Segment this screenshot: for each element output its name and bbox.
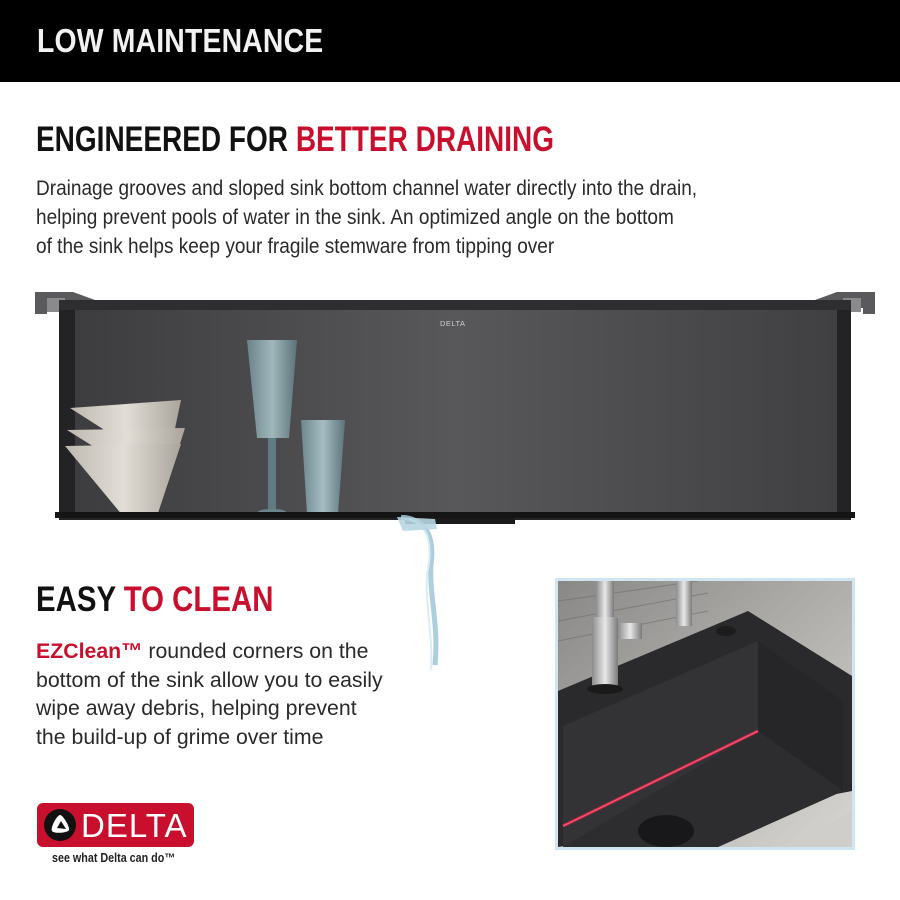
top-banner — [0, 0, 900, 82]
drain-heading — [36, 120, 554, 160]
clean-description — [36, 637, 383, 751]
ezclean-brand: EZClean™ — [36, 639, 143, 663]
delta-tagline: see what Delta can do™ — [52, 851, 176, 865]
drain-heading-red: BETTER DRAINING — [295, 120, 555, 159]
drain-line-1: Drainage grooves and sloped sink bottom channel water directly into the drain, — [36, 176, 698, 200]
drain-line-2: helping prevent pools of water in the sink. An optimized angle on the bottom — [36, 205, 674, 229]
banner-title: LOW MAINTENANCE — [37, 22, 324, 59]
clean-heading-red: TO CLEAN — [123, 580, 274, 619]
drain-line-3: of the sink helps keep your fragile stemware from tipping over — [36, 234, 555, 258]
clean-line-2: bottom of the sink allow you to easily — [36, 667, 383, 692]
sink-corner-photo — [555, 578, 855, 850]
water-stream — [395, 515, 465, 675]
clean-line-4: the build-up of grime over time — [36, 724, 324, 749]
drain-description — [36, 174, 697, 261]
delta-triangle-icon — [44, 809, 76, 841]
sink-corner-illustration — [558, 581, 852, 847]
sink-delta-logo: DELTA — [440, 319, 466, 328]
clean-line-1: rounded corners on the — [142, 639, 369, 663]
drain-heading-dark: ENGINEERED FOR — [36, 120, 296, 159]
water-stream-icon — [395, 515, 465, 675]
clean-line-3: wipe away debris, helping prevent — [36, 696, 357, 720]
clean-heading — [36, 580, 273, 620]
delta-logo — [37, 803, 194, 847]
delta-wordmark: DELTA — [81, 807, 188, 844]
sink-cross-section-image — [35, 288, 875, 528]
clean-heading-dark: EASY — [36, 580, 124, 619]
delta-mark-icon — [44, 809, 76, 841]
